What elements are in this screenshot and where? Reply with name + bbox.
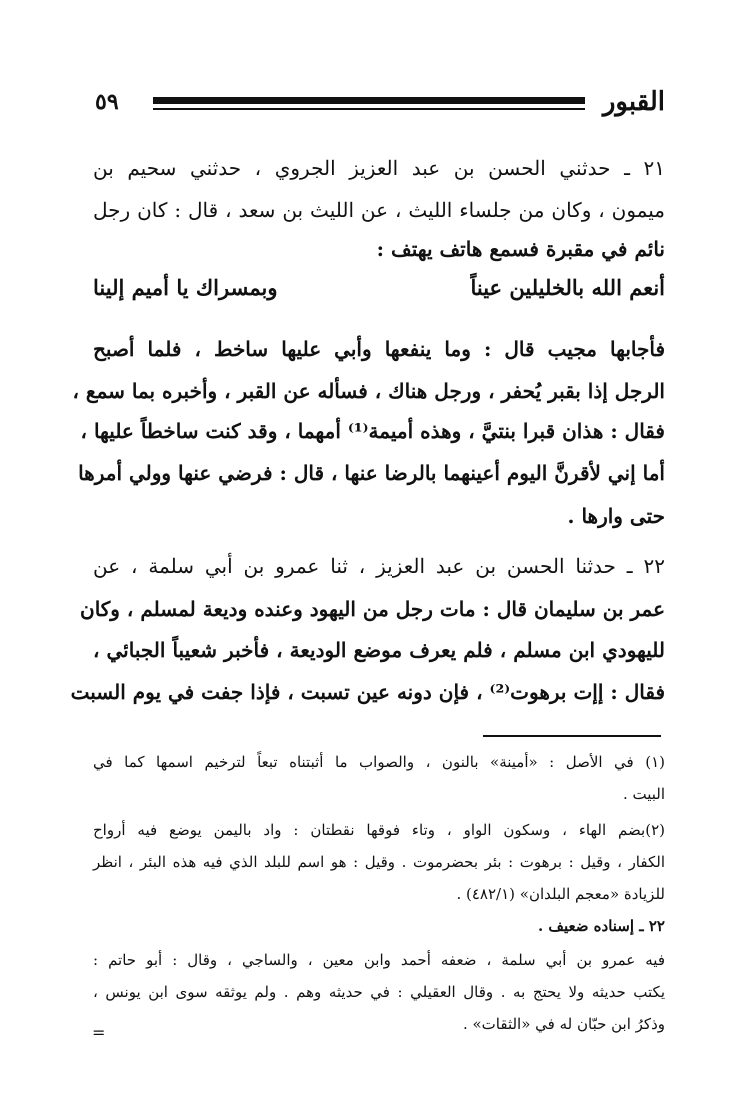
footnote-1-line-1: (١) في الأصل : «أمينة» بالنون ، والصواب ما أثبتناه تبعاً لترخيم اسمها كما في — [93, 753, 665, 771]
hadith-21-line-5: الرجل إذا بقبر يُحفر ، ورجل هناك ، فسأله عن القبر ، وأخبره بما سمع ، — [72, 379, 665, 403]
takhrij-line-1: فيه عمرو بن أبي سلمة ، ضعفه أحمد وابن معين ، والساجي ، وقال : أبو حاتم : — [93, 951, 665, 969]
running-header — [95, 86, 665, 118]
takhrij-line-2: يكتب حديثه ولا يحتج به . وقال العقيلي : في حديثه وهم . ولم يوثقه سوى ابن يونس ، — [93, 983, 665, 1001]
takhrij-heading: ٢٢ ـ إسناده ضعيف . — [537, 917, 665, 935]
hadith-21-line-8: حتى وارها . — [567, 504, 665, 528]
hadith-22-line-2: عمر بن سليمان قال : مات رجل من اليهود وعنده وديعة لمسلم ، وكان — [80, 597, 665, 621]
chapter-title: القبور — [602, 87, 665, 117]
hadith-21-line-6: فقال : هذان قبرا بنتيَّ ، وهذه أميمة⁽¹⁾ أمهما ، وقد كنت ساخطاً عليها ، — [80, 419, 665, 443]
hadith-21-line-2: ميمون ، وكان من جلساء الليث ، عن الليث بن سعد ، قال : كان رجل — [93, 198, 665, 222]
hadith-21-line-3: نائم في مقبرة فسمع هاتف يهتف : — [376, 237, 665, 261]
header-rule — [153, 97, 585, 110]
hadith-22-line-1: ٢٢ ـ حدثنا الحسن بن عبد العزيز ، ثنا عمرو بن أبي سلمة ، عن — [93, 554, 665, 578]
hadith-21-line-1: ٢١ ـ حدثني الحسن بن عبد العزيز الجروي ، حدثني سحيم بن — [93, 156, 665, 180]
page-number: ٥٩ — [95, 89, 119, 115]
footnote-separator — [483, 735, 661, 737]
footnote-1-line-2: البيت . — [622, 785, 665, 803]
hadith-22-line-4: فقال : إإت برهوت⁽²⁾ ، فإن دونه عين تسبت ، فإذا جفت في يوم السبت — [70, 680, 665, 704]
footnote-2-line-2: الكفار ، وقيل : برهوت : بئر بحضرموت . وقيل : هو اسم للبلد الذي فيه هذه البئر ، انظر — [93, 853, 665, 871]
verse-first-hemistich: أنعم الله بالخليلين عيناً — [470, 275, 665, 300]
verse-second-hemistich: وبمسراك يا أميم إلينا — [93, 275, 278, 300]
poetry-verse — [93, 275, 665, 315]
continuation-mark: = — [92, 1023, 106, 1042]
hadith-22-line-3: لليهودي ابن مسلم ، فلم يعرف موضع الوديعة ، فأخبر شعيباً الجبائي ، — [93, 638, 665, 662]
footnote-2-line-1: (٢)بضم الهاء ، وسكون الواو ، وتاء فوقها نقطتان : واد باليمن يوضع فيه أرواح — [93, 821, 665, 839]
hadith-21-line-7: أما إني لأقرنَّ اليوم أعينهما بالرضا عنها ، قال : فرضي عنها وولي أمرها — [78, 461, 665, 485]
footnote-2-line-3: للزيادة «معجم البلدان» (٤٨٢/١) . — [456, 885, 665, 903]
hadith-21-line-4: فأجابها مجيب قال : وما ينفعها وأبي عليها ساخط ، فلما أصبح — [93, 337, 665, 361]
takhrij-line-3: وذكرُ ابن حبّان له في «الثقات» . — [462, 1015, 665, 1033]
